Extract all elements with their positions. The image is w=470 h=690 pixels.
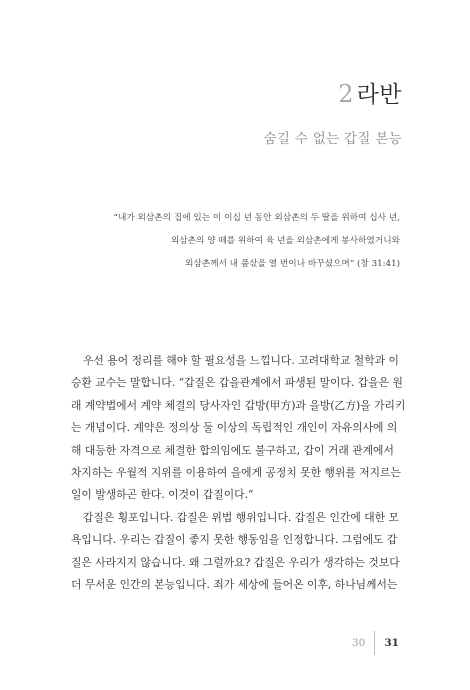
body-text (71, 350, 404, 596)
page-number-left: 30 (352, 637, 366, 649)
chapter-number: 2 (338, 80, 354, 108)
body-line: 더 무서운 인간의 본능입니다. 죄가 세상에 들어온 이후, 하나님께서는 (71, 578, 398, 592)
epigraph (70, 207, 400, 276)
page-number-right: 31 (384, 637, 399, 649)
body-line: 차지하는 우월적 지위를 이용하여 을에게 공정치 못한 행위를 저지르는 (71, 466, 401, 480)
chapter-heading (338, 82, 402, 107)
body-line: 갑질은 횡포입니다. 갑질은 위법 행위입니다. 갑질은 인간에 대한 모 (83, 510, 399, 524)
body-line: 일이 발생하곤 한다. 이것이 갑질이다.” (71, 488, 254, 502)
body-line: 는 개념이다. 계약은 정의상 둘 이상의 독립적인 개인이 자유의사에 의 (71, 421, 398, 435)
page-folio (352, 631, 399, 655)
chapter-title: 라반 (356, 82, 402, 108)
folio-divider (374, 631, 375, 655)
epigraph-line: “내가 외삼촌의 집에 있는 이 이십 년 동안 외삼촌의 두 딸을 위하여 십사 년, (113, 213, 400, 223)
body-line: 우선 용어 정리를 해야 할 필요성을 느낍니다. 고려대학교 철학과 이 (83, 354, 399, 367)
epigraph-line: 외삼촌의 양 떼를 위하여 육 년을 외삼촌에게 봉사하였거니와 (170, 236, 400, 246)
body-line: 래 계약법에서 계약 체결의 당사자인 갑방(甲方)과 을방(乙方)을 가리키 (71, 398, 406, 412)
body-line: 해 대등한 자격으로 체결한 합의임에도 불구하고, 갑이 거래 관계에서 (71, 443, 394, 457)
body-line: 질은 사라지지 않습니다. 왜 그럴까요? 갑질은 우리가 생각하는 것보다 (71, 555, 400, 569)
epigraph-line: 외삼촌께서 내 품삯을 열 번이나 바꾸셨으며” (창 31:41) (184, 259, 400, 269)
chapter-subtitle: 숨길 수 없는 갑질 본능 (263, 131, 402, 147)
body-line: 승환 교수는 말합니다. “갑질은 갑을관계에서 파생된 말이다. 갑을은 원 (71, 376, 403, 390)
body-line: 욕입니다. 우리는 갑질이 좋지 못한 행동임을 인정합니다. 그럼에도 갑 (71, 533, 398, 547)
